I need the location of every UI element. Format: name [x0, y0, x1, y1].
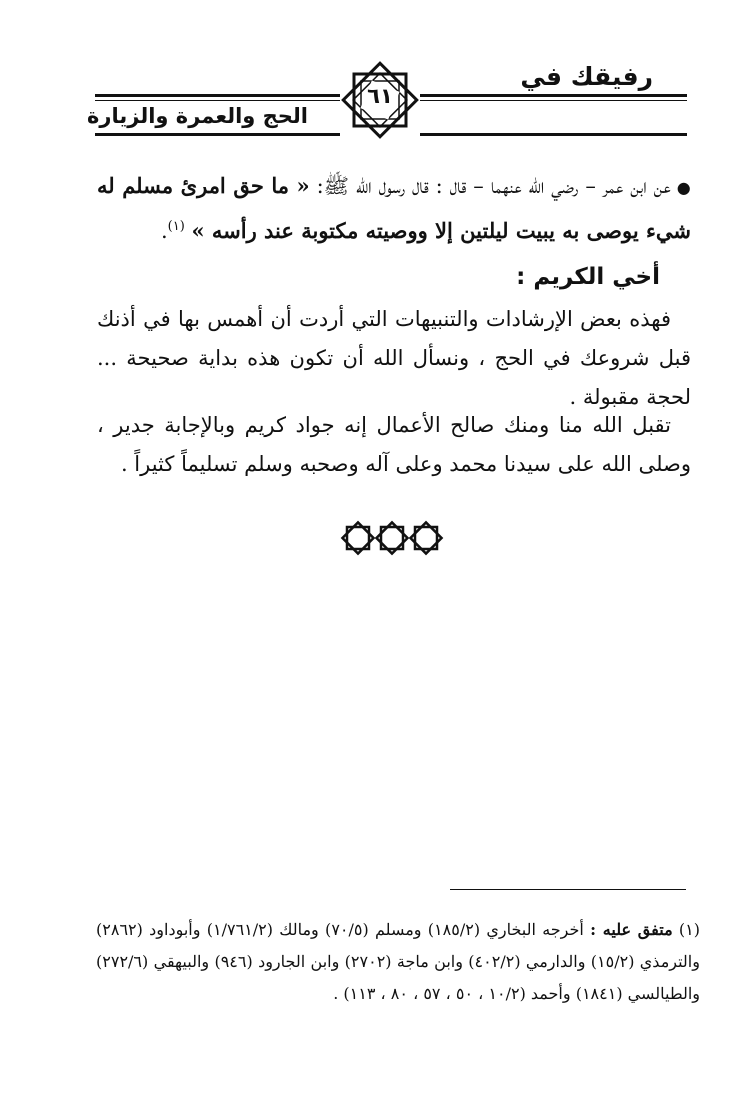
running-title-bottom: الحج والعمرة والزيارة	[87, 104, 308, 128]
hadith-end: .	[160, 219, 168, 243]
footnote-text: أخرجه البخاري (١٨٥/٢) ومسلم (٧٠/٥) ومالك (١/٧٦١/٢) وأبوداود (٢٨٦٢) والترمذي (١٥/٢) والدارمي (٤٠٢/٢) وابن ماجة (٢٧٠٢) وابن الجارود (٩٤٦) والبيهقي (٢٧٢/٦) والطيالسي (١٨٤١) وأحمد (١٠/٢ ، ٥٠ ، ٥٧ ، ٨٠ ، ١١٣) .	[96, 920, 700, 1003]
three-star-ornament-icon	[340, 520, 444, 556]
bullet-icon: ●	[676, 178, 691, 197]
body-paragraph-1: فهذه بعض الإرشادات والتنبيهات التي أردت أن أهمس بها في أذنك قبل شروعك في الحج ، ونسأل الله أن تكون هذه بداية صحيحة ... لحجة مقبولة .	[97, 307, 691, 409]
hadith-quote: « ما حق امرئ مسلم له شيء يوصى به يبيت ليلتين إلا ووصيته مكتوبة عند رأسه »	[97, 173, 691, 243]
body-paragraph-2: تقبل الله منا ومنك صالح الأعمال إنه جواد كريم وبالإجابة جدير ، وصلى الله على سيدنا محمد وعلى آله وصحبه وسلم تسليماً كثيراً .	[97, 413, 691, 476]
footnote-reference: (١)	[167, 219, 185, 234]
footnote	[96, 914, 700, 1010]
hadith-paragraph	[97, 166, 691, 251]
running-title-top: رفيقك في	[520, 62, 653, 91]
sub-heading: أخي الكريم :	[516, 264, 660, 290]
footnote-separator	[450, 889, 686, 890]
page-number: ٦١	[367, 84, 393, 108]
footnote-label: متفق عليه :	[590, 920, 673, 939]
hadith-intro: عن ابن عمر – رضي الله عنهما – قال : قال رسول الله ﷺ:	[316, 174, 671, 198]
footnote-number: (١)	[678, 920, 701, 939]
